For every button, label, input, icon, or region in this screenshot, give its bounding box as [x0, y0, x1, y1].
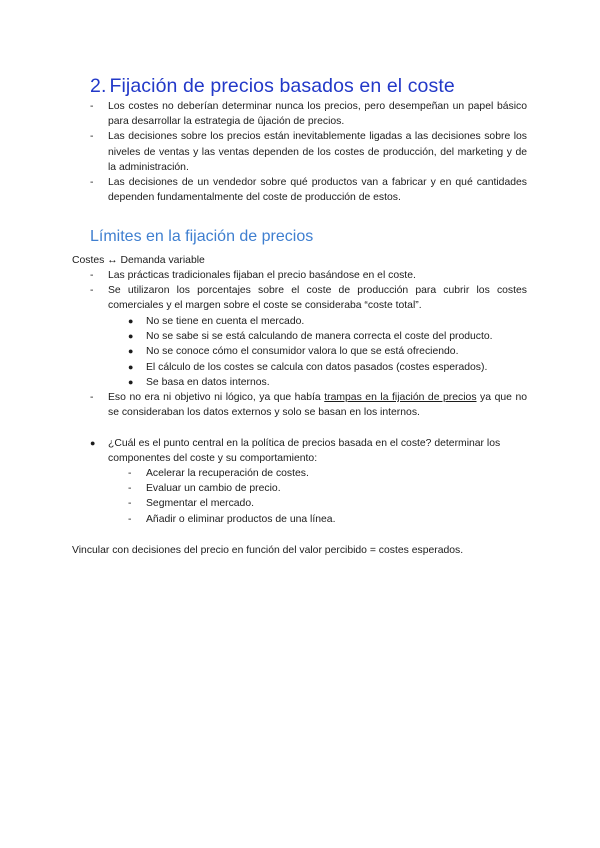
list-item: - Las decisiones de un vendedor sobre qué productos van a fabricar y en qué cantidades dependen fundamentalmente del coste de producción de estos.	[90, 177, 527, 204]
section-title: Fijación de precios basados en el coste	[109, 75, 455, 97]
closing-line: Vincular con decisiones del precio en función del valor percibido = costes esperados.	[72, 545, 464, 556]
question-sublist	[128, 466, 528, 527]
list-item: ● El cálculo de los costes se calcula con datos pasados (costes esperados).	[128, 361, 488, 373]
list-item: ● No se sabe si se está calculando de manera correcta el coste del producto.	[128, 331, 493, 343]
section1-list	[90, 99, 527, 205]
section-heading-costs	[90, 75, 455, 98]
intro-line: Costes ↔ Demanda variable	[72, 255, 205, 266]
section-number: 2.	[90, 75, 107, 97]
list-item: - Segmentar el mercado.	[128, 498, 255, 510]
list-item: - Se utilizaron los porcentajes sobre el coste de producción para cubrir los costes comerciales y el margen sobre el coste se consideraba “coste total”.	[90, 285, 527, 312]
subitem-list	[128, 314, 528, 390]
list-item: ● ¿Cuál es el punto central en la política de precios basada en el coste? determinar los componentes del coste y su comportamiento:	[90, 438, 501, 465]
list-item: - Las decisiones sobre los precios están inevitablemente ligadas a las decisiones sobre los niveles de ventas y las ventas dependen de los costes de producción, del marketing y de la administración.	[90, 131, 527, 173]
list-item: ● No se conoce cómo el consumidor valora lo que se está ofreciendo.	[128, 346, 459, 358]
section2-last-item	[90, 390, 527, 420]
subsection-heading-limits: Límites en la fijación de precios	[90, 228, 314, 245]
list-item: - Acelerar la recuperación de costes.	[128, 468, 309, 479]
list-item: - Añadir o eliminar productos de una línea.	[128, 513, 336, 525]
list-item: - Eso no era ni objetivo ni lógico, ya que había trampas en la fijación de precios ya que no se consideraban los datos externos y solo se basan en los internos.	[90, 392, 528, 419]
list-item: - Las prácticas tradicionales fijaban el precio basándose en el coste.	[90, 270, 416, 281]
list-item: - Los costes no deberían determinar nunca los precios, pero desempeñan un papel básico para desarrollar la estrategia de ûjación de precios.	[90, 101, 527, 128]
section2-list	[90, 268, 527, 314]
underlined-phrase: trampas en la fijación de precios	[324, 392, 477, 403]
list-item: ● Se basa en datos internos.	[128, 376, 270, 388]
list-item: ● No se tiene en cuenta el mercado.	[128, 316, 305, 327]
list-item: - Evaluar un cambio de precio.	[128, 483, 281, 495]
question-block	[90, 436, 527, 466]
